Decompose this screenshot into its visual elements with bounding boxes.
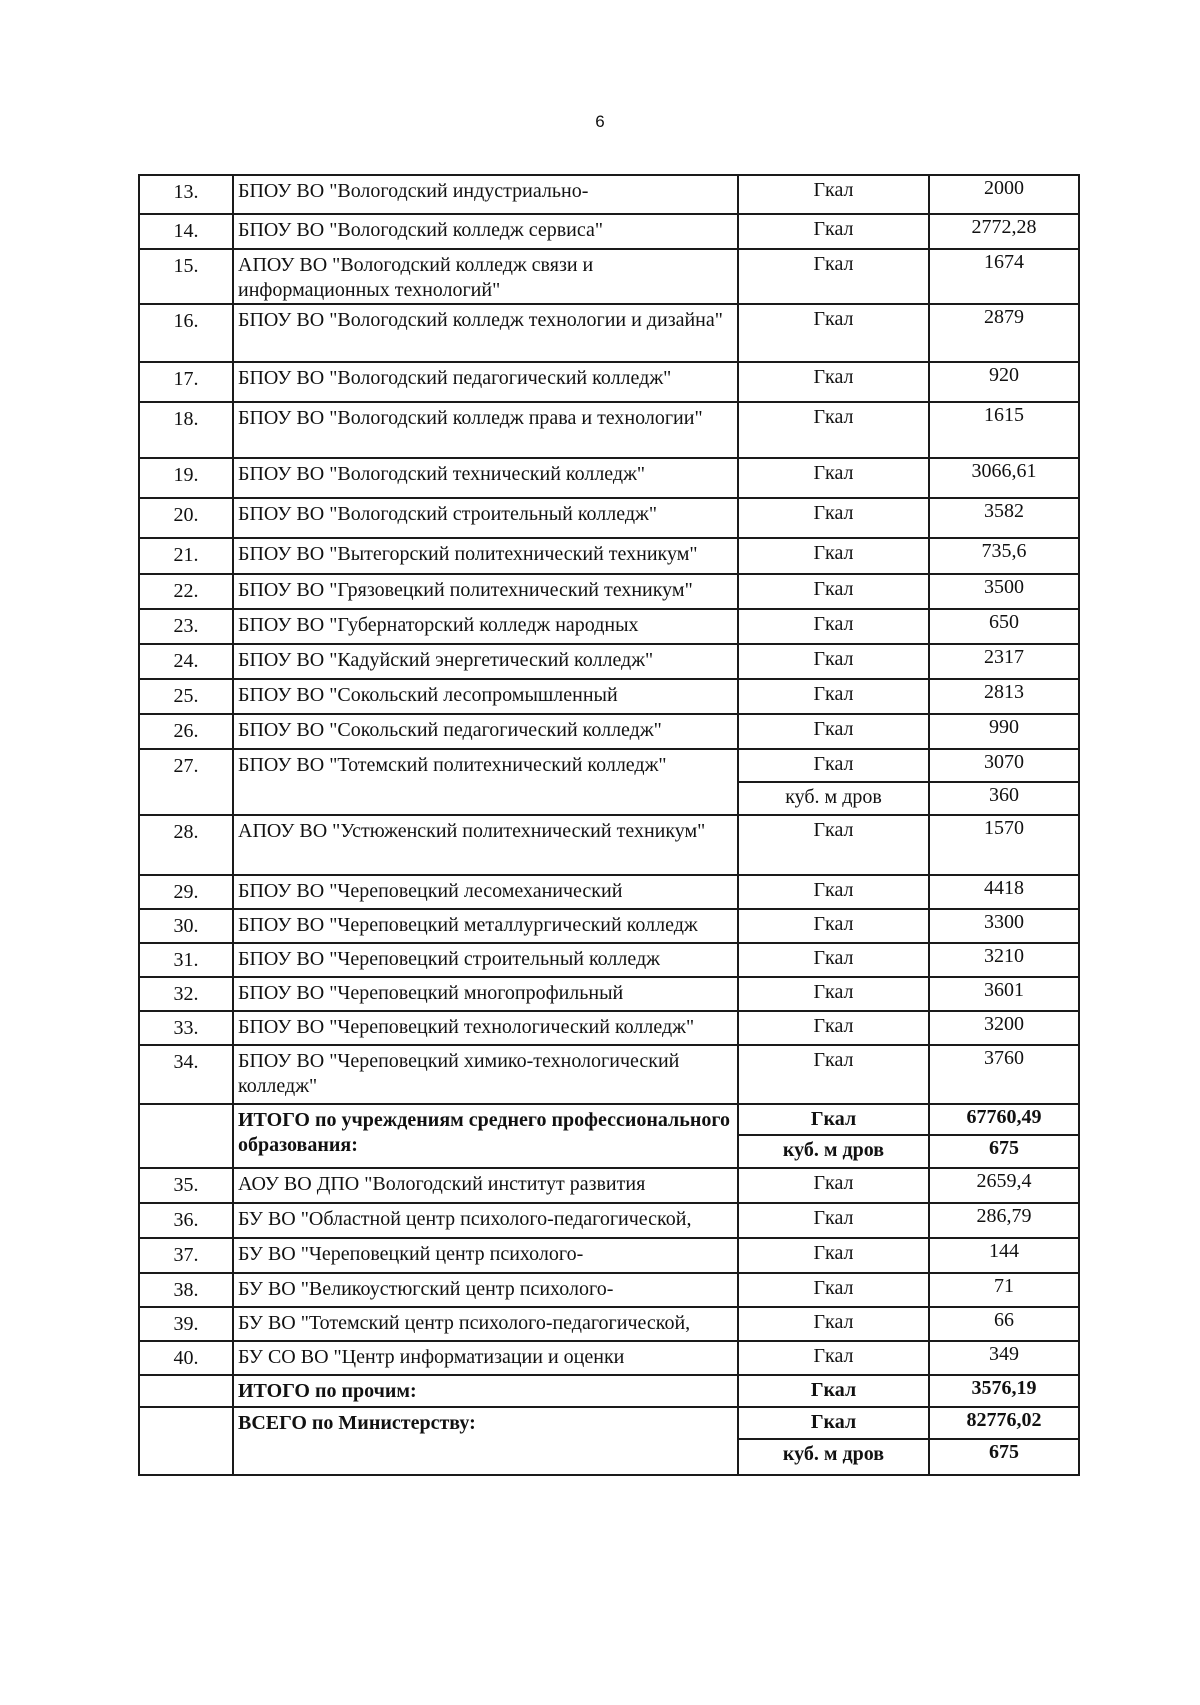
institution-name: БПОУ ВО "Грязовецкий политехнический техникум" [233, 574, 738, 609]
table-row [139, 1407, 1079, 1439]
value-cell: 2772,28 [929, 214, 1079, 249]
row-number: 20. [139, 498, 233, 538]
row-number: 32. [139, 977, 233, 1011]
value-cell: 3210 [929, 943, 1079, 977]
institution-name: БУ ВО "Великоустюгский центр психолого- [233, 1273, 738, 1307]
institution-name: БПОУ ВО "Вологодский индустриально- [233, 175, 738, 214]
unit-cell: Гкал [738, 909, 929, 943]
table-row [139, 362, 1079, 402]
unit-cell: Гкал [738, 1168, 929, 1203]
row-number: 19. [139, 458, 233, 498]
unit-cell: Гкал [738, 574, 929, 609]
table-row [139, 943, 1079, 977]
row-number: 27. [139, 749, 233, 815]
institution-name: БПОУ ВО "Череповецкий технологический колледж" [233, 1011, 738, 1045]
unit-cell: Гкал [738, 498, 929, 538]
table-row [139, 714, 1079, 749]
unit-cell: Гкал [738, 1238, 929, 1273]
row-number: 24. [139, 644, 233, 679]
table-row [139, 574, 1079, 609]
row-number: 38. [139, 1273, 233, 1307]
value-cell: 675 [929, 1135, 1079, 1168]
row-number: 17. [139, 362, 233, 402]
total-label: ВСЕГО по Министерству: [233, 1407, 738, 1475]
institution-name: БПОУ ВО "Череповецкий металлургический колледж [233, 909, 738, 943]
table-row [139, 214, 1079, 249]
row-number: 23. [139, 609, 233, 644]
value-cell: 3576,19 [929, 1375, 1079, 1407]
unit-cell: Гкал [738, 875, 929, 909]
unit-cell: куб. м дров [738, 1135, 929, 1168]
value-cell: 920 [929, 362, 1079, 402]
value-cell: 3300 [929, 909, 1079, 943]
table-row [139, 679, 1079, 714]
table-row [139, 1307, 1079, 1341]
unit-cell: Гкал [738, 1045, 929, 1104]
unit-cell: Гкал [738, 815, 929, 875]
table-row [139, 498, 1079, 538]
value-cell: 650 [929, 609, 1079, 644]
institution-name: БУ ВО "Тотемский центр психолого-педагогической, [233, 1307, 738, 1341]
unit-cell: Гкал [738, 609, 929, 644]
unit-cell: Гкал [738, 1011, 929, 1045]
institution-name: АОУ ВО ДПО "Вологодский институт развития [233, 1168, 738, 1203]
value-cell: 71 [929, 1273, 1079, 1307]
institution-name: БУ ВО "Областной центр психолого-педагогической, [233, 1203, 738, 1238]
unit-cell: Гкал [738, 943, 929, 977]
table-row [139, 1011, 1079, 1045]
row-number [139, 1407, 233, 1475]
row-number: 18. [139, 402, 233, 458]
unit-cell: Гкал [738, 679, 929, 714]
institution-name: БУ ВО "Череповецкий центр психолого- [233, 1238, 738, 1273]
unit-cell: Гкал [738, 304, 929, 362]
value-cell: 2000 [929, 175, 1079, 214]
row-number: 14. [139, 214, 233, 249]
institution-name: АПОУ ВО "Вологодский колледж связи и информационных технологий" [233, 249, 738, 304]
table-row [139, 644, 1079, 679]
institution-name: БПОУ ВО "Тотемский политехнический колледж" [233, 749, 738, 815]
value-cell: 1674 [929, 249, 1079, 304]
unit-cell: Гкал [738, 714, 929, 749]
unit-cell: куб. м дров [738, 782, 929, 815]
unit-cell: Гкал [738, 1375, 929, 1407]
table-row [139, 749, 1079, 782]
institution-name: БПОУ ВО "Череповецкий строительный колледж [233, 943, 738, 977]
table-row [139, 538, 1079, 574]
institution-name: БПОУ ВО "Вологодский педагогический колледж" [233, 362, 738, 402]
row-number: 26. [139, 714, 233, 749]
row-number: 31. [139, 943, 233, 977]
value-cell: 1570 [929, 815, 1079, 875]
value-cell: 3601 [929, 977, 1079, 1011]
table-row [139, 249, 1079, 304]
institution-name: БПОУ ВО "Вологодский колледж сервиса" [233, 214, 738, 249]
row-number [139, 1375, 233, 1407]
row-number: 25. [139, 679, 233, 714]
institution-name: БПОУ ВО "Череповецкий химико-технологический колледж" [233, 1045, 738, 1104]
institution-name: БПОУ ВО "Вологодский технический колледж" [233, 458, 738, 498]
row-number: 39. [139, 1307, 233, 1341]
fuel-consumption-table [138, 174, 1080, 1476]
unit-cell: куб. м дров [738, 1439, 929, 1475]
row-number: 40. [139, 1341, 233, 1375]
unit-cell: Гкал [738, 249, 929, 304]
table-row [139, 1238, 1079, 1273]
value-cell: 3200 [929, 1011, 1079, 1045]
row-number: 33. [139, 1011, 233, 1045]
value-cell: 66 [929, 1307, 1079, 1341]
table-row [139, 304, 1079, 362]
table-row [139, 977, 1079, 1011]
row-number: 15. [139, 249, 233, 304]
table-row [139, 875, 1079, 909]
institution-name: БПОУ ВО "Вытегорский политехнический техникум" [233, 538, 738, 574]
unit-cell: Гкал [738, 1104, 929, 1135]
row-number: 35. [139, 1168, 233, 1203]
institution-name: БПОУ ВО "Вологодский колледж технологии и дизайна" [233, 304, 738, 362]
unit-cell: Гкал [738, 458, 929, 498]
unit-cell: Гкал [738, 1341, 929, 1375]
value-cell: 3066,61 [929, 458, 1079, 498]
institution-name: БПОУ ВО "Вологодский строительный колледж" [233, 498, 738, 538]
institution-name: БПОУ ВО "Сокольский педагогический колледж" [233, 714, 738, 749]
table-row [139, 1273, 1079, 1307]
table-row [139, 1375, 1079, 1407]
unit-cell: Гкал [738, 175, 929, 214]
table-row [139, 1104, 1079, 1135]
unit-cell: Гкал [738, 362, 929, 402]
unit-cell: Гкал [738, 644, 929, 679]
value-cell: 2879 [929, 304, 1079, 362]
value-cell: 3500 [929, 574, 1079, 609]
table-row [139, 175, 1079, 214]
table-row [139, 609, 1079, 644]
table-row [139, 402, 1079, 458]
row-number: 34. [139, 1045, 233, 1104]
value-cell: 286,79 [929, 1203, 1079, 1238]
value-cell: 3070 [929, 749, 1079, 782]
value-cell: 675 [929, 1439, 1079, 1475]
row-number: 22. [139, 574, 233, 609]
table-row [139, 1168, 1079, 1203]
value-cell: 67760,49 [929, 1104, 1079, 1135]
value-cell: 1615 [929, 402, 1079, 458]
unit-cell: Гкал [738, 214, 929, 249]
row-number: 37. [139, 1238, 233, 1273]
row-number: 21. [139, 538, 233, 574]
unit-cell: Гкал [738, 1307, 929, 1341]
table-row [139, 815, 1079, 875]
value-cell: 144 [929, 1238, 1079, 1273]
value-cell: 2813 [929, 679, 1079, 714]
institution-name: БПОУ ВО "Сокольский лесопромышленный [233, 679, 738, 714]
value-cell: 990 [929, 714, 1079, 749]
table-row [139, 1203, 1079, 1238]
table-row [139, 1045, 1079, 1104]
unit-cell: Гкал [738, 1407, 929, 1439]
row-number: 30. [139, 909, 233, 943]
institution-name: БПОУ ВО "Череповецкий многопрофильный [233, 977, 738, 1011]
unit-cell: Гкал [738, 1203, 929, 1238]
institution-name: АПОУ ВО "Устюженский политехнический техникум" [233, 815, 738, 875]
row-number: 36. [139, 1203, 233, 1238]
row-number: 13. [139, 175, 233, 214]
institution-name: БПОУ ВО "Кадуйский энергетический колледж" [233, 644, 738, 679]
value-cell: 2317 [929, 644, 1079, 679]
institution-name: БПОУ ВО "Череповецкий лесомеханический [233, 875, 738, 909]
row-number [139, 1104, 233, 1168]
value-cell: 360 [929, 782, 1079, 815]
value-cell: 349 [929, 1341, 1079, 1375]
value-cell: 3582 [929, 498, 1079, 538]
row-number: 29. [139, 875, 233, 909]
value-cell: 3760 [929, 1045, 1079, 1104]
page-number: 6 [595, 112, 605, 131]
value-cell: 2659,4 [929, 1168, 1079, 1203]
value-cell: 735,6 [929, 538, 1079, 574]
table-row [139, 909, 1079, 943]
row-number: 16. [139, 304, 233, 362]
unit-cell: Гкал [738, 749, 929, 782]
institution-name: БПОУ ВО "Вологодский колледж права и технологии" [233, 402, 738, 458]
unit-cell: Гкал [738, 1273, 929, 1307]
unit-cell: Гкал [738, 538, 929, 574]
value-cell: 4418 [929, 875, 1079, 909]
unit-cell: Гкал [738, 402, 929, 458]
row-number: 28. [139, 815, 233, 875]
unit-cell: Гкал [738, 977, 929, 1011]
value-cell: 82776,02 [929, 1407, 1079, 1439]
total-label: ИТОГО по учреждениям среднего профессионального образования: [233, 1104, 738, 1168]
table-row [139, 1341, 1079, 1375]
institution-name: БПОУ ВО "Губернаторский колледж народных [233, 609, 738, 644]
table-row [139, 458, 1079, 498]
total-label: ИТОГО по прочим: [233, 1375, 738, 1407]
institution-name: БУ СО ВО "Центр информатизации и оценки [233, 1341, 738, 1375]
